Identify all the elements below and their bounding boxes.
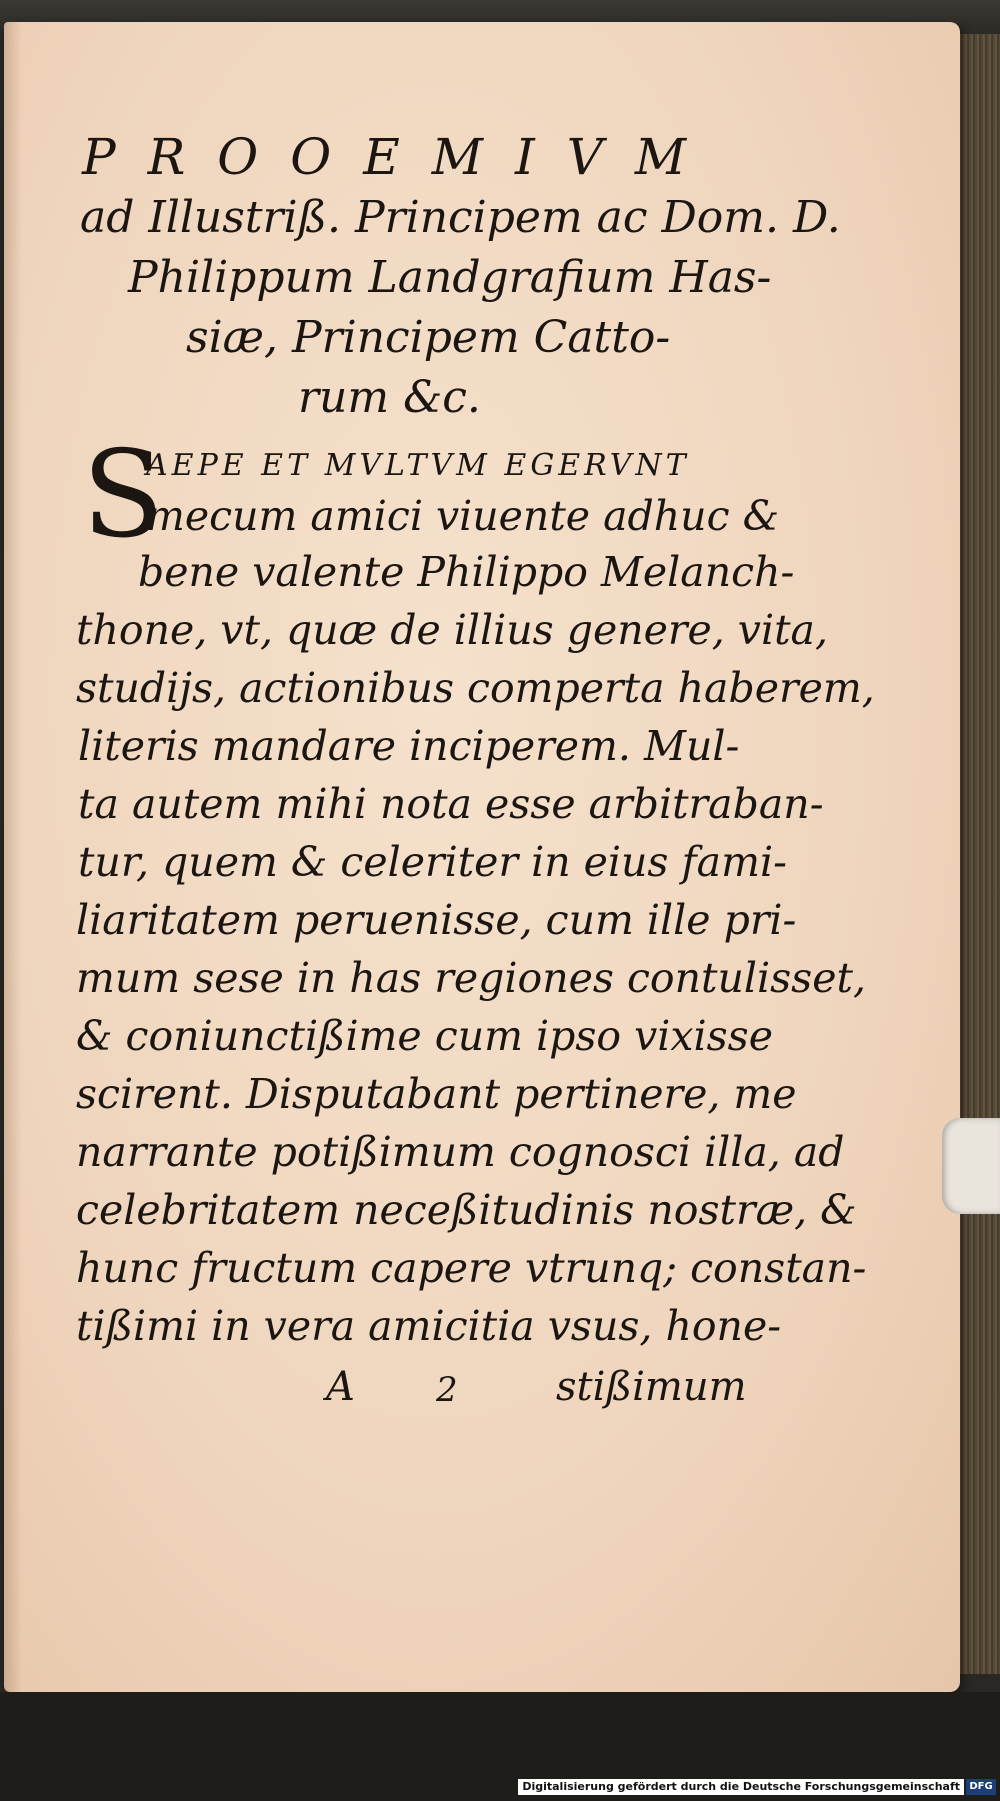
- signature-number: 2: [436, 1370, 458, 1410]
- page-gutter-shadow: [4, 22, 22, 1692]
- body-line: mecum amici viuente adhuc &: [146, 492, 780, 540]
- body-line: ta autem mihi nota esse arbitraban-: [78, 780, 824, 828]
- dfg-logo: DFG: [966, 1779, 996, 1795]
- body-line: & coniunctißime cum ipso vixisse: [76, 1012, 773, 1060]
- body-line: scirent. Disputabant pertinere, me: [76, 1070, 797, 1118]
- body-line: mum sese in has regiones contulisset,: [76, 954, 866, 1002]
- opening-small-caps: AEPE ET MVLTVM EGERVNT: [146, 448, 690, 483]
- body-line: studijs, actionibus comperta haberem,: [76, 664, 875, 712]
- title-line-5: rum &c.: [298, 372, 481, 423]
- body-line: liaritatem peruenisse, cum ille pri-: [76, 896, 797, 944]
- body-line: thone, vt, quæ de illius genere, vita,: [76, 606, 829, 654]
- body-line: bene valente Philippo Melanch-: [138, 548, 795, 596]
- title-line-3: Philippum Landgrafium Has-: [128, 252, 772, 303]
- book-fore-edge: [958, 34, 1000, 1674]
- title-line-1: PROOEMIVM: [82, 128, 719, 186]
- catchword: stißimum: [556, 1364, 747, 1410]
- body-line: narrante potißimum cognosci illa, ad: [76, 1128, 845, 1176]
- body-line: literis mandare inciperem. Mul-: [78, 722, 740, 770]
- body-line: tur, quem & celeriter in eius fami-: [78, 838, 787, 886]
- body-line: celebritatem neceßitudinis nostræ, &: [76, 1186, 857, 1234]
- body-line: tißimi in vera amicitia vsus, hone-: [76, 1302, 782, 1350]
- page-tab-marker: [942, 1118, 1000, 1214]
- title-line-2: ad Illustriß. Principem ac Dom. D.: [80, 192, 841, 243]
- drop-cap-initial: S: [82, 426, 165, 565]
- title-line-4: siæ, Principem Catto-: [186, 312, 671, 363]
- body-line: hunc fructum capere vtrunq; constan-: [76, 1244, 867, 1292]
- signature-mark: A: [326, 1364, 355, 1410]
- digitization-credit: Digitalisierung gefördert durch die Deutsche Forschungsgemeinschaft: [518, 1779, 964, 1795]
